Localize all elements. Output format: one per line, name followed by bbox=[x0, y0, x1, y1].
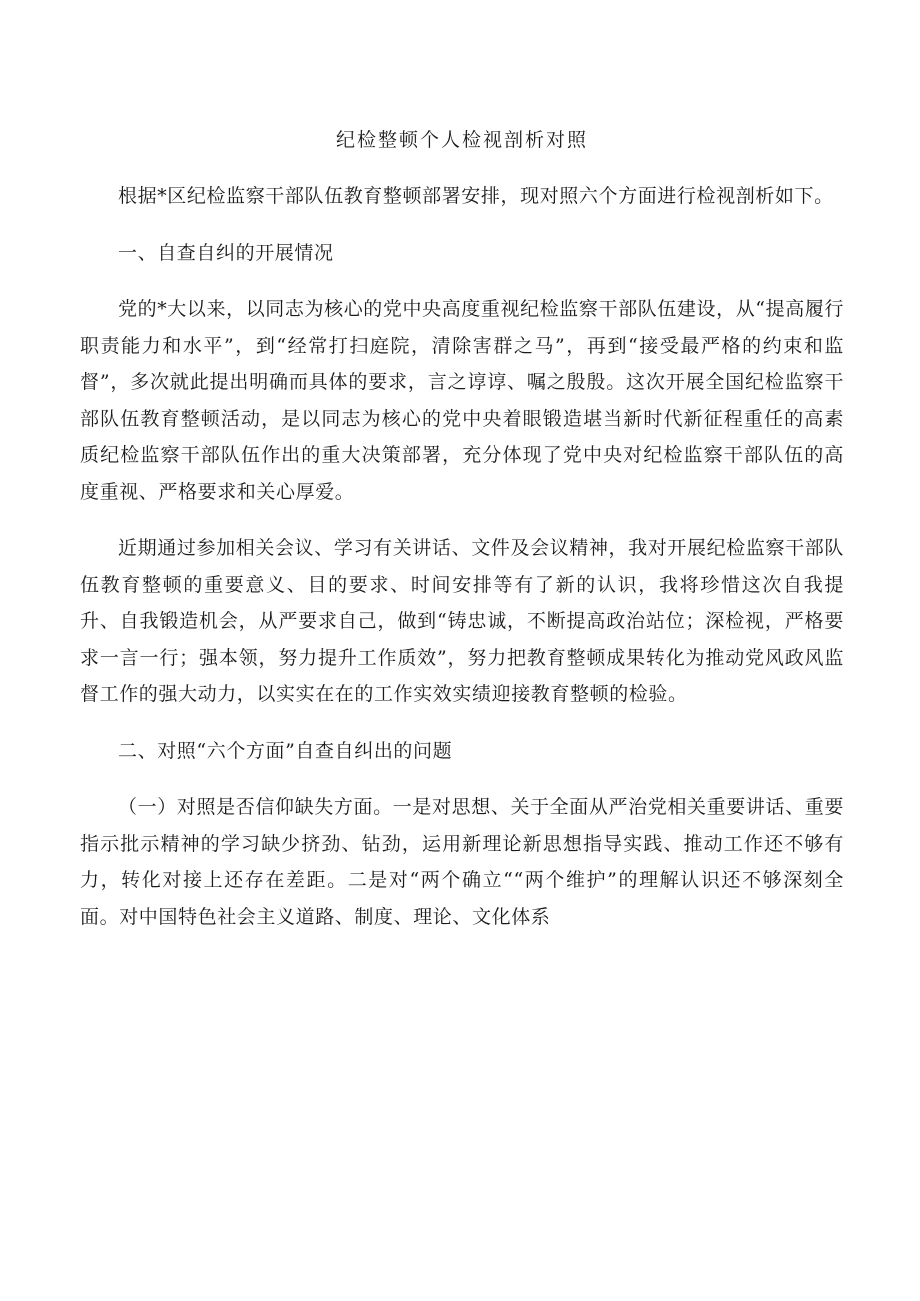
paragraph-intro: 根据*区纪检监察干部队伍教育整顿部署安排，现对照六个方面进行检视剖析如下。 bbox=[118, 185, 834, 207]
document-page bbox=[80, 122, 844, 955]
section-heading-1: 一、自查自纠的开展情况 bbox=[118, 241, 334, 264]
paragraph-recognition: 近期通过参加相关会议、学习有关讲话、文件及会议精神，我对开展纪检监察干部队伍教育整顿的重要意义、目的要求、时间安排等有了新的认识，我将珍惜这次自我提升、自我锻造机会，从严要求自己，做到“铸忠诚，不断提高政治站位；深检视，严格要求一言一行；强本领，努力提升工作质效”，努力把教育整顿成果转化为推动党风政风监督工作的强大动力，以实实在在的工作实效实绩迎接教育整顿的检验。 bbox=[80, 537, 844, 705]
paragraph-background: 党的*大以来，以同志为核心的党中央高度重视纪检监察干部队伍建设，从“提高履行职责能力和水平”，到“经常打扫庭院，清除害群之马”，再到“接受最严格的约束和监督”，多次就此提出明确而具体的要求，言之谆谆、嘱之殷殷。这次开展全国纪检监察干部队伍教育整顿活动，是以同志为核心的党中央着眼锻造堪当新时代新征程重任的高素质纪检监察干部队伍作出的重大决策部署，充分体现了党中央对纪检监察干部队伍的高度重视、严格要求和关心厚爱。 bbox=[80, 298, 845, 503]
section-heading-2: 二、对照“六个方面”自查自纠出的问题 bbox=[118, 739, 453, 762]
paragraph-issue-1: （一）对照是否信仰缺失方面。一是对思想、关于全面从严治党相关重要讲话、重要指示批示精神的学习缺少挤劲、钻劲，运用新理论新思想指导实践、推动工作还不够有力，转化对接上还存在差距。二是对“两个确立““两个维护”的理解认识还不够深刻全面。对中国特色社会主义道路、制度、理论、文化体系 bbox=[80, 796, 844, 928]
document-title: 纪检整顿个人检视剖析对照 bbox=[335, 129, 588, 151]
